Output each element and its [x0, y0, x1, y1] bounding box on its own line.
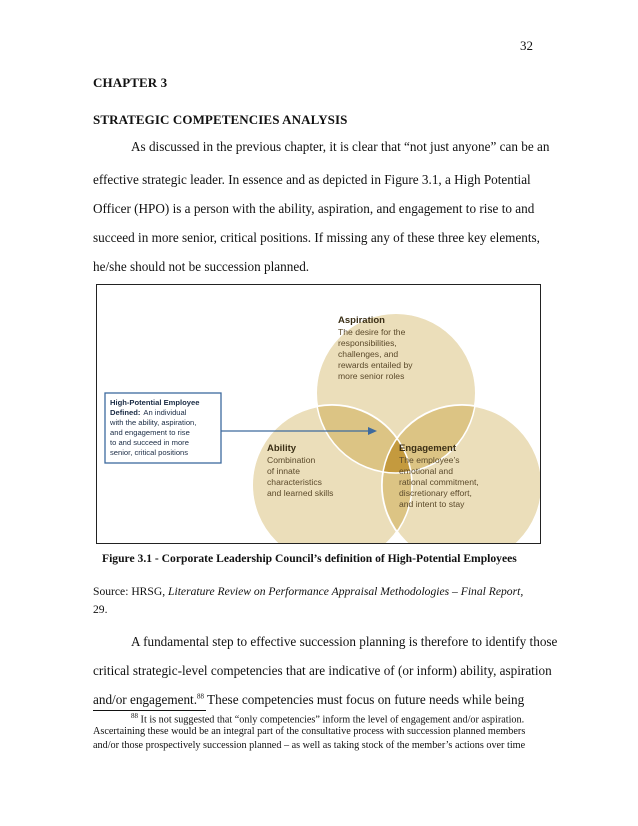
chapter-heading: CHAPTER 3: [93, 75, 168, 90]
engagement-line-3: rational commitment,: [399, 477, 479, 487]
para2-line3-text: and/or engagement.: [93, 692, 197, 707]
para1-line3: Officer (HPO) is a person with the ability, aspiration, and engagement to rise to and: [93, 201, 535, 216]
ability-line-2: of innate: [267, 466, 300, 476]
aspiration-line-3: challenges, and: [338, 349, 399, 359]
callout-line-5: senior, critical positions: [110, 448, 189, 457]
callout-line-3: and engagement to rise: [110, 428, 190, 437]
para1-line2: effective strategic leader. In essence and as depicted in Figure 3.1, a High Potential: [93, 172, 531, 187]
para2-line2: critical strategic-level competencies that are indicative of (or inform) ability, aspiration: [93, 663, 552, 678]
footnote-ref: 88: [197, 692, 204, 701]
callout-title-2: Defined:: [110, 408, 141, 417]
para1-line1: As discussed in the previous chapter, it is clear that “not just anyone” can be an: [131, 139, 550, 154]
aspiration-title: Aspiration: [338, 315, 385, 326]
aspiration-line-5: more senior roles: [338, 371, 405, 381]
engagement-title: Engagement: [399, 443, 457, 454]
ability-title: Ability: [267, 443, 297, 454]
engagement-line-2: emotional and: [399, 466, 453, 476]
page-number: 32: [520, 38, 533, 53]
figure-3-1: [96, 284, 541, 544]
para2-line1: A fundamental step to effective succession planning is therefore to identify those: [131, 634, 558, 649]
engagement-line-4: discretionary effort,: [399, 488, 472, 498]
figure-source: [93, 585, 523, 598]
footnote-text-1: It is not suggested that “only competencies” inform the level of engagement and/or aspiration.: [138, 714, 525, 726]
venn-diagram: [97, 285, 540, 543]
footnote-line-2: Ascertaining these would be an integral part of the consultative process with succession planned members: [93, 726, 526, 737]
para2-line3-rest: These competencies must focus on future needs while being: [204, 692, 525, 707]
aspiration-line-1: The desire for the: [338, 327, 406, 337]
para2-line3: [93, 692, 524, 708]
aspiration-line-4: rewards entailed by: [338, 360, 413, 370]
callout-line-1: [110, 408, 187, 417]
footnote-rule: [93, 710, 206, 711]
ability-line-1: Combination: [267, 455, 316, 465]
footnote-line-1: [131, 712, 524, 725]
callout-text-1: An individual: [143, 408, 187, 417]
source-title: Literature Review on Performance Appraisal Methodologies – Final Report,: [168, 585, 524, 598]
callout-line-2: with the ability, aspiration,: [110, 418, 197, 427]
footnote-line-3: and/or those prospectively succession planned – as well as taking stock of the member’s actions over time: [93, 740, 526, 751]
source-prefix: Source: HRSG,: [93, 585, 169, 598]
engagement-line-1: The employee’s: [399, 455, 460, 465]
section-heading: STRATEGIC COMPETENCIES ANALYSIS: [93, 112, 348, 127]
figure-caption: Figure 3.1 - Corporate Leadership Council’s definition of High-Potential Employees: [102, 552, 517, 565]
engagement-line-5: and intent to stay: [399, 499, 465, 509]
para1-line4: succeed in more senior, critical positions. If missing any of these three key elements,: [93, 230, 540, 245]
footnote-marker: 88: [131, 712, 138, 720]
figure-source-page: 29.: [93, 603, 108, 616]
aspiration-line-2: responsibilities,: [338, 338, 397, 348]
callout-line-4: to and succeed in more: [110, 438, 189, 447]
callout-title-1: High-Potential Employee: [110, 398, 200, 407]
para1-line5: he/she should not be succession planned.: [93, 259, 310, 274]
ability-line-4: and learned skills: [267, 488, 334, 498]
ability-line-3: characteristics: [267, 477, 322, 487]
